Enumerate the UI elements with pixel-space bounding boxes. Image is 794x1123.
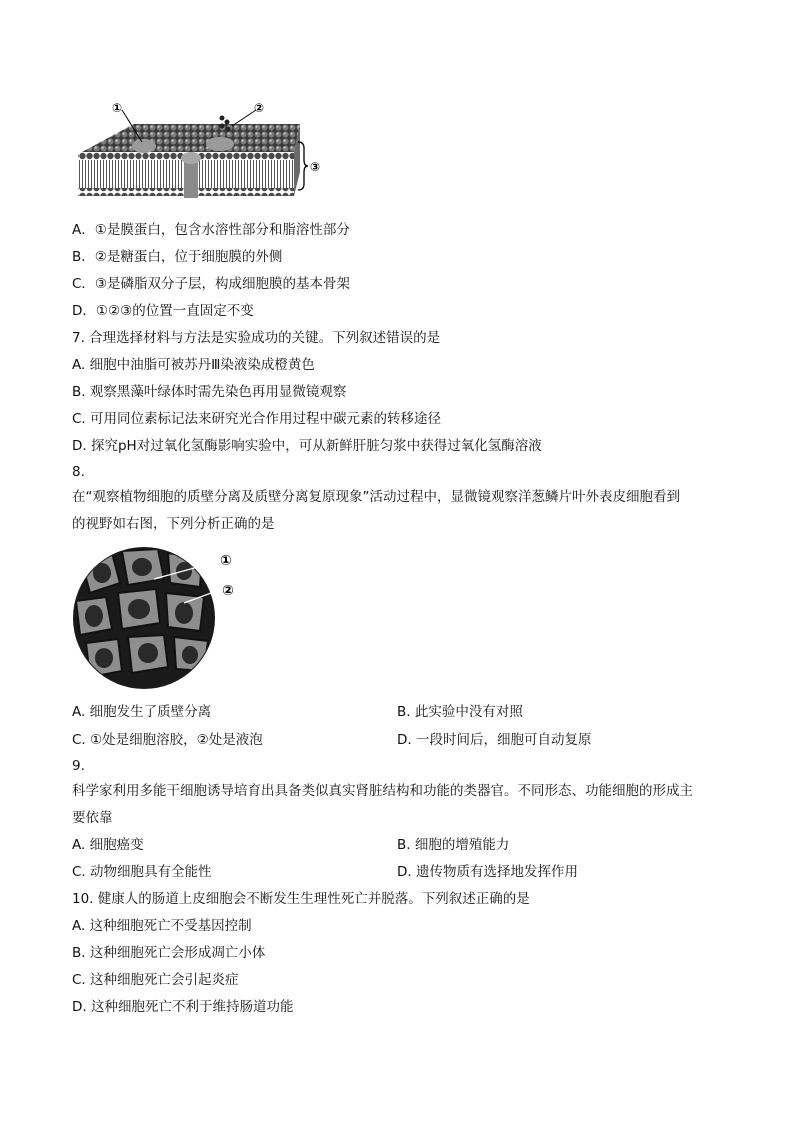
q6-option-c: C．③是磷脂双分子层，构成细胞膜的基本骨架 xyxy=(72,276,351,292)
q7-option-d: D. 探究pH对过氧化氢酶影响实验中，可从新鲜肝脏匀浆中获得过氧化氢酶溶液 xyxy=(72,438,542,454)
q9-option-d: D. 遗传物质有选择地发挥作用 xyxy=(397,864,578,880)
q9-option-a: A. 细胞癌变 xyxy=(72,837,144,853)
q8-stem-line2: 的视野如右图，下列分析正确的是 xyxy=(72,516,275,532)
microscope-view-figure xyxy=(72,543,252,693)
q6-option-a: A．①是膜蛋白，包含水溶性部分和脂溶性部分 xyxy=(72,222,350,238)
q10-option-c: C. 这种细胞死亡会引起炎症 xyxy=(72,972,239,988)
figure-label-2: ② xyxy=(254,101,265,115)
micro-label-1: ① xyxy=(220,553,232,569)
figure-label-1: ① xyxy=(112,101,123,115)
q9-option-b: B. 细胞的增殖能力 xyxy=(397,837,510,853)
q9-number: 9. xyxy=(72,758,85,774)
q8-option-d: D. 一段时间后，细胞可自动复原 xyxy=(397,732,592,748)
q6-option-d: D．①②③的位置一直固定不变 xyxy=(72,303,254,319)
q9-stem-line1: 科学家利用多能干细胞诱导培育出具备类似真实肾脏结构和功能的类器官。不同形态、功能细胞的形成主 xyxy=(72,783,693,799)
q6-option-b: B．②是糖蛋白，位于细胞膜的外侧 xyxy=(72,249,283,265)
figure-label-3: ③ xyxy=(310,160,321,174)
q7-stem: 7. 合理选择材料与方法是实验成功的关键。下列叙述错误的是 xyxy=(72,330,441,346)
q9-stem-line2: 要依靠 xyxy=(72,810,113,826)
q8-option-c: C. ①处是细胞溶胶，②处是液泡 xyxy=(72,732,263,748)
q9-option-c: C. 动物细胞具有全能性 xyxy=(72,864,212,880)
q7-option-a: A. 细胞中油脂可被苏丹Ⅲ染液染成橙黄色 xyxy=(72,357,315,373)
q10-option-b: B. 这种细胞死亡会形成凋亡小体 xyxy=(72,945,266,961)
q10-option-a: A. 这种细胞死亡不受基因控制 xyxy=(72,918,252,934)
q10-option-d: D. 这种细胞死亡不利于维持肠道功能 xyxy=(72,999,294,1015)
q7-option-b: B. 观察黑藻叶绿体时需先染色再用显微镜观察 xyxy=(72,384,347,400)
q8-option-b: B. 此实验中没有对照 xyxy=(397,704,523,720)
q8-stem-line1: 在“观察植物细胞的质壁分离及质壁分离复原现象”活动过程中，显微镜观察洋葱鳞片叶外表皮细胞看到 xyxy=(72,489,680,505)
cell-membrane-figure xyxy=(72,96,332,208)
q8-number: 8. xyxy=(72,464,85,480)
q7-option-c: C. 可用同位素标记法来研究光合作用过程中碳元素的转移途径 xyxy=(72,411,442,427)
q8-option-a: A. 细胞发生了质壁分离 xyxy=(72,704,212,720)
q10-stem: 10. 健康人的肠道上皮细胞会不断发生生理性死亡并脱落。下列叙述正确的是 xyxy=(72,891,530,907)
micro-label-2: ② xyxy=(222,583,234,599)
